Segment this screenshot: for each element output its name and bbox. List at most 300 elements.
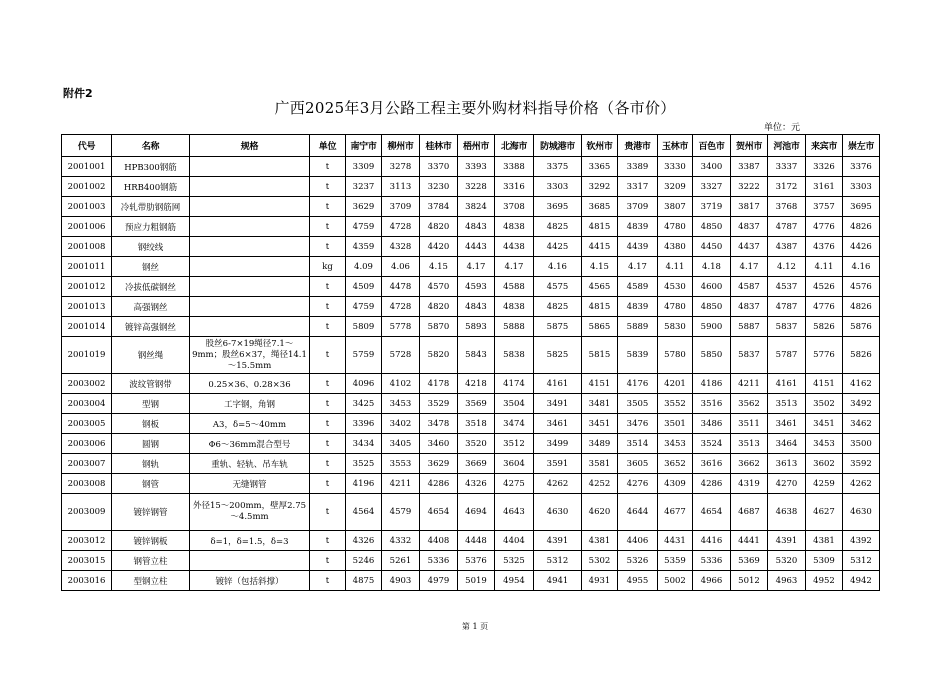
- price-cell: 5320: [768, 551, 806, 571]
- price-cell: 4588: [495, 277, 534, 297]
- price-cell: 5012: [731, 571, 768, 591]
- price-cell: 4979: [420, 571, 458, 591]
- price-cell: 4875: [346, 571, 382, 591]
- price-table: [61, 134, 880, 591]
- spec-cell: 股丝6-7×19绳径7.1～9mm；股丝6×37，绳径14.1～15.5mm: [190, 337, 310, 374]
- price-cell: 5369: [731, 551, 768, 571]
- price-cell: 3784: [420, 197, 458, 217]
- price-cell: 4408: [420, 531, 458, 551]
- price-cell: 3425: [346, 394, 382, 414]
- price-cell: 4.15: [420, 257, 458, 277]
- price-cell: 3317: [618, 177, 658, 197]
- price-cell: 4.16: [534, 257, 582, 277]
- price-cell: 4776: [806, 297, 843, 317]
- price-cell: 4952: [806, 571, 843, 591]
- price-cell: 4441: [731, 531, 768, 551]
- unit-cell: kg: [310, 257, 346, 277]
- code-cell: 2003006: [62, 434, 112, 454]
- price-cell: 5728: [382, 337, 420, 374]
- name-cell: 镀锌钢管: [112, 494, 190, 531]
- price-cell: 5302: [582, 551, 618, 571]
- price-cell: 4201: [658, 374, 693, 394]
- price-cell: 5815: [582, 337, 618, 374]
- price-cell: 3388: [495, 157, 534, 177]
- table-row: [62, 337, 880, 374]
- spec-cell: [190, 217, 310, 237]
- price-cell: 4579: [382, 494, 420, 531]
- price-cell: 5312: [843, 551, 880, 571]
- price-cell: 5838: [495, 337, 534, 374]
- price-cell: 4415: [582, 237, 618, 257]
- price-cell: 3757: [806, 197, 843, 217]
- name-cell: 型钢: [112, 394, 190, 414]
- price-cell: 3562: [731, 394, 768, 414]
- price-cell: 3516: [693, 394, 731, 414]
- price-cell: 4426: [843, 237, 880, 257]
- unit-cell: t: [310, 434, 346, 454]
- spec-cell: 镀锌（包括斜撑）: [190, 571, 310, 591]
- name-cell: 镀锌高强钢丝: [112, 317, 190, 337]
- price-cell: 3489: [582, 434, 618, 454]
- price-cell: 5312: [534, 551, 582, 571]
- price-cell: 3499: [534, 434, 582, 454]
- price-cell: 4839: [618, 297, 658, 317]
- price-cell: 3709: [618, 197, 658, 217]
- price-cell: 3513: [731, 434, 768, 454]
- price-cell: 4843: [458, 297, 495, 317]
- price-cell: 3511: [731, 414, 768, 434]
- table-row: [62, 297, 880, 317]
- price-cell: 3309: [346, 157, 382, 177]
- price-cell: 4218: [458, 374, 495, 394]
- price-cell: 4694: [458, 494, 495, 531]
- header-chongzuo: 崇左市: [843, 135, 880, 157]
- table-body: [62, 157, 880, 591]
- price-cell: 4564: [346, 494, 382, 531]
- price-cell: 3501: [658, 414, 693, 434]
- spec-cell: A3，δ=5～40mm: [190, 414, 310, 434]
- price-cell: 4963: [768, 571, 806, 591]
- header-beihai: 北海市: [495, 135, 534, 157]
- price-cell: 3474: [495, 414, 534, 434]
- code-cell: 2003007: [62, 454, 112, 474]
- price-cell: 4826: [843, 217, 880, 237]
- header-name: 名称: [112, 135, 190, 157]
- name-cell: 钢管立柱: [112, 551, 190, 571]
- price-cell: 4954: [495, 571, 534, 591]
- price-cell: 4391: [768, 531, 806, 551]
- code-cell: 2003004: [62, 394, 112, 414]
- price-cell: 4942: [843, 571, 880, 591]
- price-cell: 5875: [534, 317, 582, 337]
- spec-cell: [190, 317, 310, 337]
- table-row: [62, 531, 880, 551]
- price-cell: 4252: [582, 474, 618, 494]
- price-cell: 4270: [768, 474, 806, 494]
- price-cell: 3817: [731, 197, 768, 217]
- price-cell: 4286: [420, 474, 458, 494]
- price-cell: 5870: [420, 317, 458, 337]
- price-cell: 3330: [658, 157, 693, 177]
- table-row: [62, 374, 880, 394]
- price-cell: 4.17: [458, 257, 495, 277]
- price-cell: 4627: [806, 494, 843, 531]
- price-cell: 4.11: [658, 257, 693, 277]
- code-cell: 2003005: [62, 414, 112, 434]
- price-cell: 4416: [693, 531, 731, 551]
- price-cell: 3462: [843, 414, 880, 434]
- unit-cell: t: [310, 394, 346, 414]
- price-cell: 3278: [382, 157, 420, 177]
- price-cell: 3316: [495, 177, 534, 197]
- price-cell: 4630: [843, 494, 880, 531]
- price-cell: 3514: [618, 434, 658, 454]
- price-cell: 4151: [806, 374, 843, 394]
- name-cell: 高强钢丝: [112, 297, 190, 317]
- name-cell: HPB300钢筋: [112, 157, 190, 177]
- price-cell: 4387: [768, 237, 806, 257]
- price-cell: 4843: [458, 217, 495, 237]
- code-cell: 2001013: [62, 297, 112, 317]
- spec-cell: [190, 157, 310, 177]
- price-cell: 4211: [382, 474, 420, 494]
- price-cell: 3486: [693, 414, 731, 434]
- price-cell: 4262: [534, 474, 582, 494]
- price-cell: 4593: [458, 277, 495, 297]
- price-cell: 4759: [346, 217, 382, 237]
- price-cell: 3592: [843, 454, 880, 474]
- price-cell: 4677: [658, 494, 693, 531]
- price-cell: 3502: [806, 394, 843, 414]
- price-cell: 3237: [346, 177, 382, 197]
- price-cell: 4425: [534, 237, 582, 257]
- price-cell: 4326: [346, 531, 382, 551]
- price-cell: 3492: [843, 394, 880, 414]
- price-cell: 3525: [346, 454, 382, 474]
- price-cell: 5787: [768, 337, 806, 374]
- price-cell: 4955: [618, 571, 658, 591]
- price-cell: 5325: [495, 551, 534, 571]
- code-cell: 2001001: [62, 157, 112, 177]
- price-cell: 4815: [582, 297, 618, 317]
- header-spec: 规格: [190, 135, 310, 157]
- price-cell: 4575: [534, 277, 582, 297]
- code-cell: 2003002: [62, 374, 112, 394]
- price-cell: 3552: [658, 394, 693, 414]
- price-cell: 3591: [534, 454, 582, 474]
- price-cell: 4420: [420, 237, 458, 257]
- price-cell: 3400: [693, 157, 731, 177]
- price-cell: 3451: [582, 414, 618, 434]
- price-cell: 3405: [382, 434, 420, 454]
- price-cell: 4620: [582, 494, 618, 531]
- price-cell: 3695: [843, 197, 880, 217]
- header-hechi: 河池市: [768, 135, 806, 157]
- price-cell: 3461: [534, 414, 582, 434]
- price-cell: 5826: [843, 337, 880, 374]
- price-cell: 3685: [582, 197, 618, 217]
- table-row: [62, 454, 880, 474]
- price-cell: 4443: [458, 237, 495, 257]
- price-cell: 4392: [843, 531, 880, 551]
- price-cell: 3613: [768, 454, 806, 474]
- document-title: 广西2025年3月公路工程主要外购材料指导价格（各市价）: [274, 99, 676, 117]
- price-cell: 4.18: [693, 257, 731, 277]
- table-row: [62, 237, 880, 257]
- price-cell: 3476: [618, 414, 658, 434]
- price-cell: 3768: [768, 197, 806, 217]
- price-cell: 3172: [768, 177, 806, 197]
- price-cell: 4178: [420, 374, 458, 394]
- name-cell: 钢轨: [112, 454, 190, 474]
- price-cell: 5889: [618, 317, 658, 337]
- table-row: [62, 474, 880, 494]
- price-cell: 3629: [346, 197, 382, 217]
- price-cell: 4576: [843, 277, 880, 297]
- unit-cell: t: [310, 494, 346, 531]
- price-cell: 3337: [768, 157, 806, 177]
- price-cell: 3605: [618, 454, 658, 474]
- price-cell: 3513: [768, 394, 806, 414]
- price-cell: 3453: [658, 434, 693, 454]
- name-cell: HRB400钢筋: [112, 177, 190, 197]
- price-cell: 5780: [658, 337, 693, 374]
- price-cell: 4530: [658, 277, 693, 297]
- price-cell: 3113: [382, 177, 420, 197]
- price-cell: 4587: [731, 277, 768, 297]
- price-cell: 4570: [420, 277, 458, 297]
- price-cell: 4102: [382, 374, 420, 394]
- price-cell: 5376: [458, 551, 495, 571]
- name-cell: 钢管: [112, 474, 190, 494]
- price-cell: 3327: [693, 177, 731, 197]
- price-cell: 3365: [582, 157, 618, 177]
- price-cell: 4431: [658, 531, 693, 551]
- header-laibin: 来宾市: [806, 135, 843, 157]
- price-cell: 3396: [346, 414, 382, 434]
- price-cell: 4332: [382, 531, 420, 551]
- price-cell: 5002: [658, 571, 693, 591]
- spec-cell: 重轨、轻轨、吊车轨: [190, 454, 310, 474]
- price-cell: 3719: [693, 197, 731, 217]
- unit-cell: t: [310, 551, 346, 571]
- price-cell: 3209: [658, 177, 693, 197]
- price-cell: 4966: [693, 571, 731, 591]
- spec-cell: [190, 551, 310, 571]
- price-cell: 4825: [534, 297, 582, 317]
- price-cell: 3478: [420, 414, 458, 434]
- price-cell: 5820: [420, 337, 458, 374]
- price-cell: 5837: [768, 317, 806, 337]
- price-cell: 4.06: [382, 257, 420, 277]
- spec-cell: 外径15～200mm，壁厚2.75～4.5mm: [190, 494, 310, 531]
- price-cell: 4820: [420, 297, 458, 317]
- spec-cell: Φ6～36mm混合型号: [190, 434, 310, 454]
- spec-cell: [190, 277, 310, 297]
- price-cell: 4162: [843, 374, 880, 394]
- price-cell: 4381: [582, 531, 618, 551]
- price-cell: 4728: [382, 217, 420, 237]
- spec-cell: [190, 297, 310, 317]
- price-cell: 5759: [346, 337, 382, 374]
- price-cell: 4275: [495, 474, 534, 494]
- price-cell: 3464: [768, 434, 806, 454]
- spec-cell: [190, 177, 310, 197]
- price-cell: 3616: [693, 454, 731, 474]
- name-cell: 钢绞线: [112, 237, 190, 257]
- price-cell: 3553: [382, 454, 420, 474]
- price-cell: 5900: [693, 317, 731, 337]
- price-cell: 4825: [534, 217, 582, 237]
- unit-cell: t: [310, 454, 346, 474]
- spec-cell: 工字钢，角钢: [190, 394, 310, 414]
- price-cell: 4319: [731, 474, 768, 494]
- price-cell: 3569: [458, 394, 495, 414]
- price-cell: 3292: [582, 177, 618, 197]
- price-cell: 4262: [843, 474, 880, 494]
- price-cell: 3228: [458, 177, 495, 197]
- name-cell: 冷拔低碳钢丝: [112, 277, 190, 297]
- price-cell: 3529: [420, 394, 458, 414]
- price-cell: 4174: [495, 374, 534, 394]
- price-cell: 3629: [420, 454, 458, 474]
- price-cell: 4654: [420, 494, 458, 531]
- price-cell: 4787: [768, 297, 806, 317]
- table-header-row: [62, 135, 880, 157]
- price-cell: 4380: [658, 237, 693, 257]
- price-cell: 3491: [534, 394, 582, 414]
- table-row: [62, 551, 880, 571]
- price-cell: 3505: [618, 394, 658, 414]
- table-row: [62, 414, 880, 434]
- price-cell: 3669: [458, 454, 495, 474]
- price-cell: 4.17: [618, 257, 658, 277]
- price-cell: 3451: [806, 414, 843, 434]
- code-cell: 2001019: [62, 337, 112, 374]
- name-cell: 波纹管钢带: [112, 374, 190, 394]
- price-cell: 5825: [534, 337, 582, 374]
- price-cell: 3709: [382, 197, 420, 217]
- price-cell: 4759: [346, 297, 382, 317]
- code-cell: 2003008: [62, 474, 112, 494]
- name-cell: 冷轧带肋钢筋网: [112, 197, 190, 217]
- unit-cell: t: [310, 374, 346, 394]
- name-cell: 型钢立柱: [112, 571, 190, 591]
- price-cell: 4850: [693, 217, 731, 237]
- header-qinzhou: 钦州市: [582, 135, 618, 157]
- price-cell: 4437: [731, 237, 768, 257]
- price-cell: 4211: [731, 374, 768, 394]
- code-cell: 2003015: [62, 551, 112, 571]
- price-cell: 4780: [658, 217, 693, 237]
- price-cell: 5839: [618, 337, 658, 374]
- price-cell: 3524: [693, 434, 731, 454]
- price-cell: 3520: [458, 434, 495, 454]
- unit-label: 单位：元: [763, 123, 800, 133]
- price-cell: 4.09: [346, 257, 382, 277]
- price-cell: 3602: [806, 454, 843, 474]
- price-cell: 4643: [495, 494, 534, 531]
- price-cell: 5309: [806, 551, 843, 571]
- price-cell: 4286: [693, 474, 731, 494]
- price-cell: 4328: [382, 237, 420, 257]
- unit-cell: t: [310, 237, 346, 257]
- price-cell: 4839: [618, 217, 658, 237]
- price-cell: 4728: [382, 297, 420, 317]
- price-cell: 3581: [582, 454, 618, 474]
- price-cell: 4161: [768, 374, 806, 394]
- unit-cell: t: [310, 197, 346, 217]
- price-cell: 3652: [658, 454, 693, 474]
- price-cell: 4780: [658, 297, 693, 317]
- header-unit: 单位: [310, 135, 346, 157]
- price-cell: 3389: [618, 157, 658, 177]
- spec-cell: 0.25×36、0.28×36: [190, 374, 310, 394]
- price-cell: 4654: [693, 494, 731, 531]
- price-cell: 3303: [843, 177, 880, 197]
- price-cell: 4326: [458, 474, 495, 494]
- table-row: [62, 177, 880, 197]
- table-row: [62, 317, 880, 337]
- header-code: 代号: [62, 135, 112, 157]
- price-cell: 5778: [382, 317, 420, 337]
- header-liuzhou: 柳州市: [382, 135, 420, 157]
- unit-cell: t: [310, 414, 346, 434]
- price-cell: 4391: [534, 531, 582, 551]
- price-cell: 4638: [768, 494, 806, 531]
- name-cell: 预应力粗钢筋: [112, 217, 190, 237]
- price-cell: 3708: [495, 197, 534, 217]
- price-cell: 4438: [495, 237, 534, 257]
- price-cell: 5843: [458, 337, 495, 374]
- price-cell: 4565: [582, 277, 618, 297]
- price-cell: 4186: [693, 374, 731, 394]
- price-cell: 3387: [731, 157, 768, 177]
- price-cell: 3222: [731, 177, 768, 197]
- unit-cell: t: [310, 297, 346, 317]
- name-cell: 钢丝绳: [112, 337, 190, 374]
- price-cell: 4687: [731, 494, 768, 531]
- price-cell: 4509: [346, 277, 382, 297]
- price-cell: 3393: [458, 157, 495, 177]
- price-cell: 3604: [495, 454, 534, 474]
- code-cell: 2001006: [62, 217, 112, 237]
- price-cell: 4838: [495, 217, 534, 237]
- header-fangchenggang: 防城港市: [534, 135, 582, 157]
- price-cell: 4787: [768, 217, 806, 237]
- code-cell: 2001012: [62, 277, 112, 297]
- table-row: [62, 434, 880, 454]
- table-row: [62, 571, 880, 591]
- table-row: [62, 257, 880, 277]
- unit-cell: t: [310, 571, 346, 591]
- price-cell: 3434: [346, 434, 382, 454]
- price-cell: 3370: [420, 157, 458, 177]
- price-cell: 5776: [806, 337, 843, 374]
- table-row: [62, 217, 880, 237]
- unit-cell: t: [310, 474, 346, 494]
- price-cell: 3230: [420, 177, 458, 197]
- price-cell: 4381: [806, 531, 843, 551]
- code-cell: 2001002: [62, 177, 112, 197]
- name-cell: 圆钢: [112, 434, 190, 454]
- header-yulin: 玉林市: [658, 135, 693, 157]
- price-cell: 4359: [346, 237, 382, 257]
- price-cell: 4600: [693, 277, 731, 297]
- header-guilin: 桂林市: [420, 135, 458, 157]
- price-cell: 3303: [534, 177, 582, 197]
- spec-cell: [190, 237, 310, 257]
